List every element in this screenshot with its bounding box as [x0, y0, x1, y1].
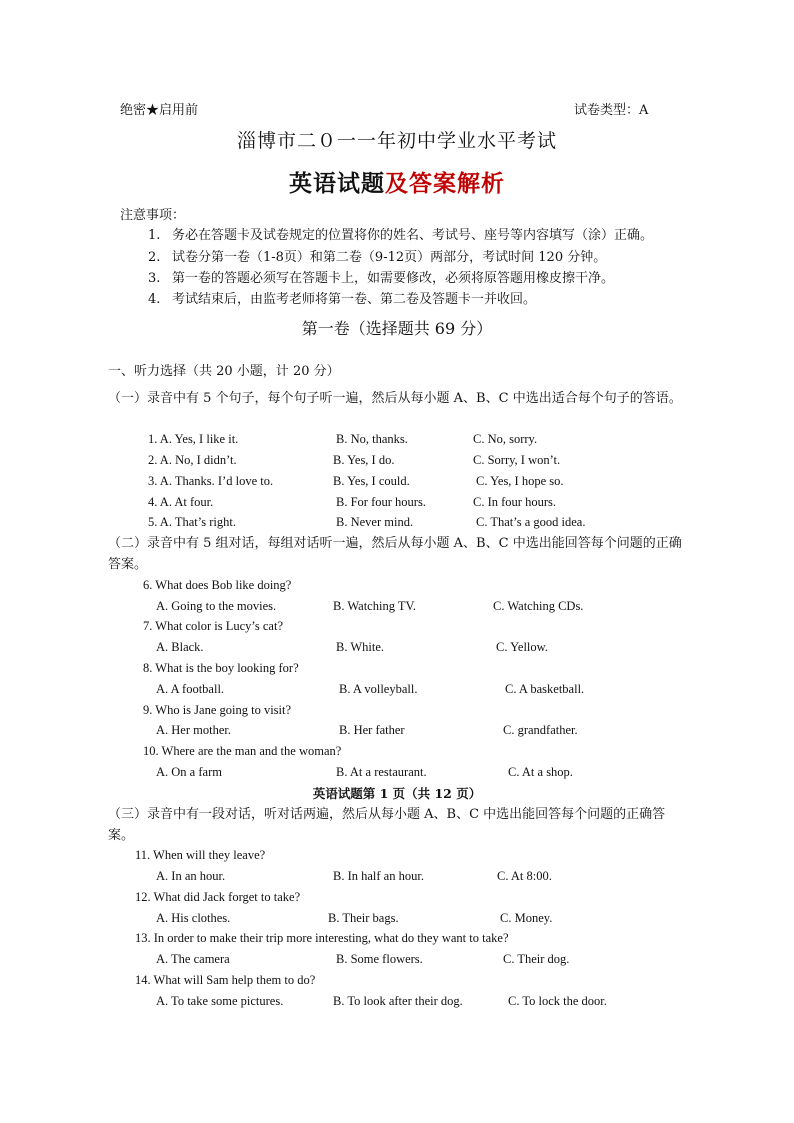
- question-option: B. Some flowers.: [336, 952, 423, 966]
- question-option: A. The camera: [156, 952, 230, 966]
- question-option: 3. A. Thanks. I’d love to.: [148, 474, 274, 488]
- question-option: C. Sorry, I won’t.: [473, 453, 561, 467]
- subtitle-black: 英语试题: [289, 170, 385, 197]
- question-option: 2. A. No, I didn’t.: [148, 453, 237, 467]
- question-option: B. Yes, I could.: [333, 474, 410, 488]
- notice-item: 4. 考试结束后，由监考老师将第一卷、第二卷及答题卡一并收回。: [148, 292, 537, 307]
- confidential-label: 绝密★启用前: [120, 103, 199, 118]
- sub-one-instruction: （一）录音中有 5 个句子，每个句子听一遍，然后从每小题 A、B、C 中选出适合每个句子的答语。: [108, 391, 682, 406]
- question-option: C. That’s a good idea.: [476, 515, 586, 529]
- question-text: 7. What color is Lucy’s cat?: [143, 619, 284, 633]
- notice-item: 2. 试卷分第一卷（1-8页）和第二卷（9-12页）两部分，考试时间 120 分钟。: [148, 250, 607, 265]
- question-option: A. Going to the movies.: [156, 599, 277, 613]
- question-text: 10. Where are the man and the woman?: [143, 744, 342, 758]
- question-option: B. At a restaurant.: [336, 765, 427, 779]
- question-text: 8. What is the boy looking for?: [143, 661, 299, 675]
- question-option: A. Her mother.: [156, 723, 231, 737]
- question-text: 11. When will they leave?: [135, 848, 266, 862]
- question-option: C. Yes, I hope so.: [476, 474, 564, 488]
- question-option: B. Never mind.: [336, 515, 414, 529]
- question-option: B. To look after their dog.: [333, 994, 463, 1008]
- question-option: C. In four hours.: [473, 495, 556, 509]
- part-one-title: 一、听力选择（共 20 小题，计 20 分）: [108, 364, 340, 379]
- question-option: B. No, thanks.: [336, 432, 408, 446]
- question-option: B. A volleyball.: [339, 682, 418, 696]
- question-option: C. Watching CDs.: [493, 599, 584, 613]
- section-one-title: 第一卷（选择题共 69 分）: [301, 319, 493, 338]
- question-option: A. Black.: [156, 640, 204, 654]
- question-option: A. In an hour.: [156, 869, 226, 883]
- question-text: 9. Who is Jane going to visit?: [143, 703, 292, 717]
- question-option: B. Yes, I do.: [333, 453, 395, 467]
- notice-heading: 注意事项：: [120, 208, 186, 223]
- question-option: B. For four hours.: [336, 495, 426, 509]
- question-option: 5. A. That’s right.: [148, 515, 236, 529]
- question-option: B. Her father: [339, 723, 405, 737]
- subtitle-red: 及答案解析: [385, 170, 505, 197]
- notice-item: 3. 第一卷的答题必须写在答题卡上，如需要修改，必须将原答题用橡皮擦干净。: [148, 271, 615, 286]
- question-option: B. White.: [336, 640, 385, 654]
- question-option: A. His clothes.: [156, 911, 231, 925]
- question-option: 4. A. At four.: [148, 495, 214, 509]
- question-option: A. To take some pictures.: [156, 994, 284, 1008]
- page-footer: 英语试题第 1 页（共 12 页）: [312, 786, 482, 801]
- sub-three-instruction: （三）录音中有一段对话，听对话两遍，然后从每小题 A、B、C 中选出能回答每个问题的正确答案。: [108, 807, 666, 843]
- question-option: C. At 8:00.: [497, 869, 552, 883]
- question-option: B. In half an hour.: [333, 869, 424, 883]
- question-option: B. Watching TV.: [333, 599, 417, 613]
- exam-title: 淄博市二０一一年初中学业水平考试: [236, 130, 557, 152]
- question-text: 12. What did Jack forget to take?: [135, 890, 301, 904]
- question-option: C. A basketball.: [505, 682, 585, 696]
- question-text: 6. What does Bob like doing?: [143, 578, 292, 592]
- question-option: C. Money.: [500, 911, 553, 925]
- question-option: C. No, sorry.: [473, 432, 538, 446]
- question-option: A. On a farm: [156, 765, 222, 779]
- question-option: C. Their dog.: [503, 952, 570, 966]
- question-option: C. grandfather.: [503, 723, 578, 737]
- exam-subtitle: [0, 165, 794, 198]
- question-option: C. To lock the door.: [508, 994, 607, 1008]
- notice-item: 1. 务必在答题卡及试卷规定的位置将你的姓名、考试号、座号等内容填写（涂）正确。: [148, 228, 654, 243]
- sub-two-instruction: （二）录音中有 5 组对话，每组对话听一遍，然后从每小题 A、B、C 中选出能回答每个问题的正确答案。: [108, 536, 682, 572]
- question-option: C. Yellow.: [496, 640, 548, 654]
- question-option: C. At a shop.: [508, 765, 573, 779]
- question-text: 14. What will Sam help them to do?: [135, 973, 316, 987]
- paper-type-label: 试卷类型：A: [574, 103, 649, 118]
- question-option: A. A football.: [156, 682, 225, 696]
- question-text: 13. In order to make their trip more interesting, what do they want to take?: [135, 931, 509, 945]
- question-option: B. Their bags.: [328, 911, 399, 925]
- question-option: 1. A. Yes, I like it.: [148, 432, 239, 446]
